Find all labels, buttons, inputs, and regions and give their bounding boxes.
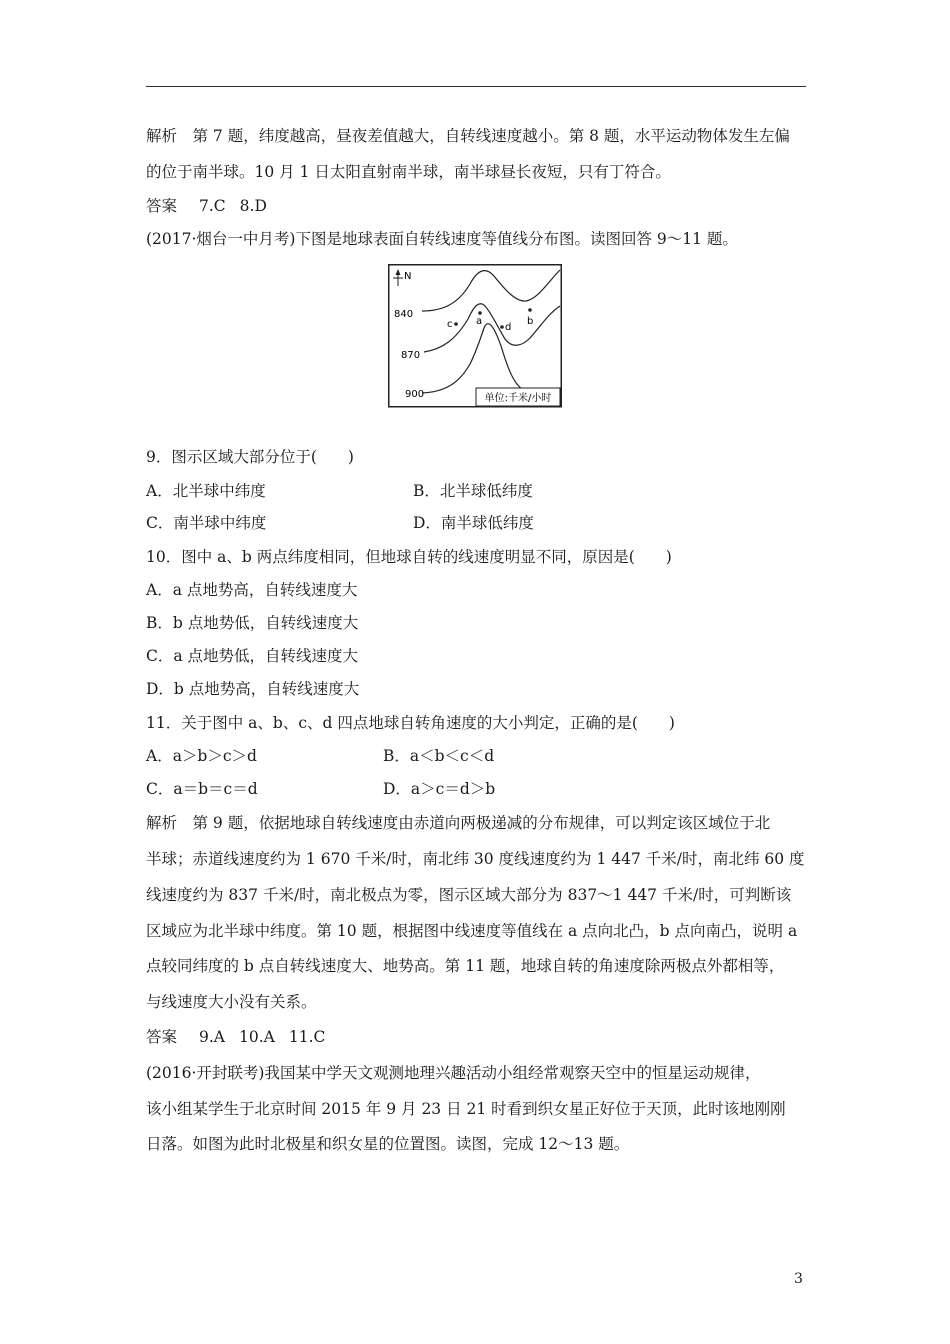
point-b-dot (528, 308, 532, 312)
point-b-label: b (527, 316, 534, 327)
isoline-label-870: 870 (401, 350, 421, 361)
q11-option-b: B．a＜b＜c＜d (383, 747, 495, 765)
q11-option-d: D．a＞c＝d＞b (383, 780, 496, 798)
isoline-label-840: 840 (394, 309, 414, 320)
q9-stem: 9．图示区域大部分位于( ) (146, 448, 354, 466)
isoline-900 (422, 324, 560, 393)
north-label: N (404, 271, 412, 282)
point-c-label: c (447, 319, 453, 330)
analysis2-line-3: 线速度约为 837 千米/时，南北极点为零，图示区域大部分为 837～1 447 千米/时，可判断该 (146, 886, 792, 904)
q10-stem: 10．图中 a、b 两点纬度相同，但地球自转的线速度明显不同，原因是( ) (146, 548, 672, 566)
answer-line (146, 196, 267, 216)
question-intro: (2017·烟台一中月考)下图是地球表面自转线速度等值线分布图。读图回答 9～11 题。 (146, 230, 738, 248)
unit-label: 单位:千米/小时 (484, 393, 552, 404)
intro3-line-1: (2016·开封联考)我国某中学天文观测地理兴趣活动小组经常观察天空中的恒星运动规律， (146, 1064, 761, 1082)
q10-option-d: D．b 点地势高，自转线速度大 (146, 680, 360, 698)
figure-frame (389, 265, 562, 407)
analysis2-line-6: 与线速度大小没有关系。 (146, 993, 317, 1011)
answer2-11: 11.C (288, 1028, 326, 1046)
q9-option-d: D．南半球低纬度 (413, 514, 534, 532)
answer-7: 7.C (199, 197, 226, 215)
isoline-label-900: 900 (405, 389, 425, 400)
analysis2-line-4: 区域应为北半球中纬度。第 10 题，根据图中线速度等值线在 a 点向北凸，b 点向南凸，说明 a (146, 922, 798, 940)
q9-option-c: C．南半球中纬度 (146, 514, 267, 532)
intro3-line-2: 该小组某学生于北京时间 2015 年 9 月 23 日 21 时看到织女星正好位于天顶，此时该地刚刚 (146, 1100, 786, 1118)
analysis2-line-1: 解析 第 9 题，依据地球自转线速度由赤道向两极递减的分布规律，可以判定该区域位于北 (146, 814, 771, 832)
answer2-9: 9.A (199, 1028, 225, 1046)
analysis-line-2: 的位于南半球。10 月 1 日太阳直射南半球，南半球昼长夜短，只有丁符合。 (146, 163, 671, 181)
analysis2-line-5: 点较同纬度的 b 点自转线速度大、地势高。第 11 题，地球自转的角速度除两极点外都相等， (146, 957, 785, 975)
answer2-label: 答案 (146, 1028, 178, 1046)
isoline-840 (422, 270, 560, 311)
isoline-figure (388, 264, 564, 410)
q11-option-a: A．a＞b＞c＞d (146, 747, 257, 765)
q9-option-a: A．北半球中纬度 (146, 482, 266, 500)
q11-option-c: C．a＝b＝c＝d (146, 780, 258, 798)
header-rule (146, 86, 806, 87)
answer2-10: 10.A (239, 1028, 275, 1046)
isoline-870 (424, 304, 560, 352)
q9-option-b: B．北半球低纬度 (413, 482, 533, 500)
page-number: 3 (794, 1271, 803, 1287)
answer-label: 答案 (146, 197, 178, 215)
answer2-line (146, 1027, 325, 1047)
q10-option-c: C．a 点地势低，自转线速度大 (146, 647, 359, 665)
answer-8: 8.D (239, 197, 267, 215)
point-d-label: d (505, 322, 512, 333)
intro3-line-3: 日落。如图为此时北极星和织女星的位置图。读图，完成 12～13 题。 (146, 1135, 630, 1153)
point-a-label: a (476, 316, 483, 327)
analysis2-line-2: 半球；赤道线速度约为 1 670 千米/时，南北纬 30 度线速度约为 1 447 千米/时，南北纬 60 度 (146, 850, 805, 868)
point-d-dot (500, 325, 504, 329)
north-arrow-head (396, 269, 401, 275)
q10-option-a: A．a 点地势高，自转线速度大 (146, 581, 358, 599)
q10-option-b: B．b 点地势低，自转线速度大 (146, 614, 359, 632)
point-a-dot (478, 311, 482, 315)
point-c-dot (454, 322, 458, 326)
analysis-line-1: 解析 第 7 题，纬度越高，昼夜差值越大，自转线速度越小。第 8 题，水平运动物体发生左偏 (146, 127, 790, 145)
q11-stem: 11．关于图中 a、b、c、d 四点地球自转角速度的大小判定，正确的是( ) (146, 714, 675, 732)
